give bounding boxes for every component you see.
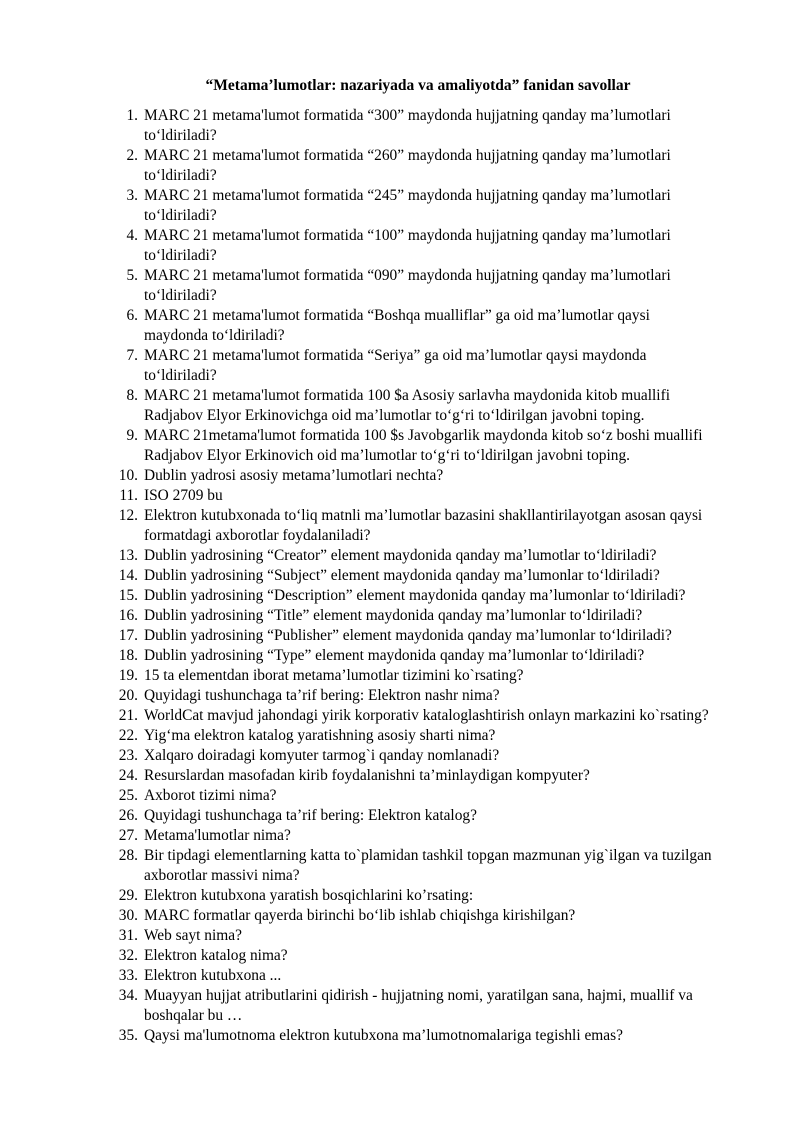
question-item [108,626,758,646]
question-text: Elektron kutubxona yaratish bosqichlarini ko’rsating: [144,887,474,904]
question-number: 12. [118,507,138,524]
question-item [108,106,758,146]
question-item [108,846,758,886]
question-number: 17. [118,627,138,644]
question-number: 26. [118,807,138,824]
question-text: Quyidagi tushunchaga ta’rif bering: Elektron nashr nima? [144,687,500,704]
question-item [108,826,758,846]
document-title: “Metama’lumotlar: nazariyada va amaliyotda” fanidan savollar [205,77,631,94]
question-text: MARC 21 metama'lumot formatida “Seriya” ga oid ma’lumotlar qaysi maydonda to‘ldiriladi? [144,347,647,384]
question-item [108,706,758,726]
question-number: 34. [118,987,138,1004]
question-text: Qaysi ma'lumotnoma elektron kutubxona ma’lumotnomalariga tegishli emas? [144,1027,623,1044]
question-item [108,466,758,486]
question-item [108,686,758,706]
question-text: Elektron kutubxonada to‘liq matnli ma’lumotlar bazasini shakllantirilayotgan asosan qaysi formatdagi axborotlar foydalaniladi? [144,507,703,544]
question-item [108,146,758,186]
question-text: Dublin yadrosining “Description” element maydonida qanday ma’lumonlar to‘ldiriladi? [144,587,686,604]
question-item [108,766,758,786]
question-text: Dublin yadrosi asosiy metama’lumotlari nechta? [144,467,444,484]
question-item [108,346,758,386]
question-number: 22. [118,727,138,744]
question-text: Bir tipdagi elementlarning katta to`plamidan tashkil topgan mazmunan yig`ilgan va tuzilgan axborotlar massivi nima? [144,847,712,884]
question-number: 3. [126,187,138,204]
question-text: Dublin yadrosining “Publisher” element maydonida qanday ma’lumonlar to‘ldiriladi? [144,627,672,644]
question-number: 11. [119,487,138,504]
question-number: 29. [118,887,138,904]
question-item [108,646,758,666]
question-item [108,886,758,906]
question-item [108,1026,758,1046]
question-text: Dublin yadrosining “Subject” element maydonida qanday ma’lumonlar to‘ldiriladi? [144,567,660,584]
question-number: 33. [118,967,138,984]
question-item [108,506,758,546]
question-text: Muayyan hujjat atributlarini qidirish - hujjatning nomi, yaratilgan sana, hajmi, muallif va boshqalar bu … [144,987,693,1024]
question-text: WorldCat mavjud jahondagi yirik korporativ kataloglashtirish onlayn markazini ko`rsating? [144,707,709,724]
question-text: Resurslardan masofadan kirib foydalanishni ta’minlaydigan kompyuter? [144,767,590,784]
question-text: MARC formatlar qayerda birinchi bo‘lib ishlab chiqishga kirishilgan? [144,907,576,924]
question-item [108,386,758,426]
question-text: Axborot tizimi nima? [144,787,277,804]
question-item [108,926,758,946]
question-number: 1. [126,107,138,124]
question-number: 35. [118,1027,138,1044]
question-number: 19. [118,667,138,684]
question-item [108,546,758,566]
question-text: MARC 21 metama'lumot formatida “100” maydonda hujjatning qanday ma’lumotlari to‘ldiriladi? [144,227,671,264]
question-item [108,906,758,926]
question-text: MARC 21 metama'lumot formatida “Boshqa mualliflar” ga oid ma’lumotlar qaysi maydonda to‘ldiriladi? [144,307,650,344]
question-number: 24. [118,767,138,784]
question-item [108,806,758,826]
question-item [108,986,758,1026]
question-text: Metama'lumotlar nima? [144,827,291,844]
question-text: 15 ta elementdan iborat metama’lumotlar tizimini ko`rsating? [144,667,524,684]
question-text: MARC 21 metama'lumot formatida “300” maydonda hujjatning qanday ma’lumotlari to‘ldiriladi? [144,107,671,144]
question-number: 23. [118,747,138,764]
question-number: 8. [126,387,138,404]
question-text: Quyidagi tushunchaga ta’rif bering: Elektron katalog? [144,807,477,824]
question-item [108,426,758,466]
question-item [108,226,758,266]
question-item [108,606,758,626]
question-text: MARC 21 metama'lumot formatida “260” maydonda hujjatning qanday ma’lumotlari to‘ldiriladi? [144,147,671,184]
question-number: 7. [126,347,138,364]
question-item [108,726,758,746]
question-item [108,186,758,226]
question-number: 4. [126,227,138,244]
question-number: 25. [118,787,138,804]
question-number: 15. [118,587,138,604]
question-text: Web sayt nima? [144,927,242,944]
question-number: 2. [126,147,138,164]
question-text: ISO 2709 bu [144,487,223,504]
question-number: 31. [118,927,138,944]
question-number: 27. [118,827,138,844]
question-number: 18. [118,647,138,664]
question-number: 6. [126,307,138,324]
question-text: Elektron kutubxona ... [144,967,282,984]
question-item [108,306,758,346]
question-number: 28. [118,847,138,864]
question-text: Elektron katalog nima? [144,947,288,964]
question-item [108,266,758,306]
question-text: Yig‘ma elektron katalog yaratishning asosiy sharti nima? [144,727,496,744]
question-text: MARC 21 metama'lumot formatida 100 $a Asosiy sarlavha maydonida kitob muallifi Radjabov Elyor Erkinovichga oid ma’lumotlar to‘g‘ri to‘ldirilgan javobni toping. [144,387,670,424]
question-text: Xalqaro doiradagi komyuter tarmog`i qanday nomlanadi? [144,747,500,764]
question-number: 10. [118,467,138,484]
question-item [108,746,758,766]
question-item [108,786,758,806]
question-number: 14. [118,567,138,584]
question-number: 13. [118,547,138,564]
question-item [108,666,758,686]
question-number: 32. [118,947,138,964]
question-text: Dublin yadrosining “Type” element maydonida qanday ma’lumonlar to‘ldiriladi? [144,647,645,664]
question-item [108,486,758,506]
question-text: Dublin yadrosining “Title” element maydonida qanday ma’lumonlar to‘ldiriladi? [144,607,643,624]
question-text: MARC 21 metama'lumot formatida “090” maydonda hujjatning qanday ma’lumotlari to‘ldiriladi? [144,267,671,304]
question-text: MARC 21 metama'lumot formatida “245” maydonda hujjatning qanday ma’lumotlari to‘ldiriladi? [144,187,671,224]
question-item [108,566,758,586]
question-item [108,586,758,606]
question-text: MARC 21metama'lumot formatida 100 $s Javobgarlik maydonda kitob so‘z boshi muallifi Radjabov Elyor Erkinovich oid ma’lumotlar to‘g‘ri to‘ldirilgan javobni toping. [144,427,703,464]
question-item [108,966,758,986]
question-list [108,106,758,1046]
question-text: Dublin yadrosining “Creator” element maydonida qanday ma’lumotlar to‘ldiriladi? [144,547,657,564]
question-number: 20. [118,687,138,704]
question-item [108,946,758,966]
question-number: 9. [126,427,138,444]
question-number: 30. [118,907,138,924]
question-number: 5. [126,267,138,284]
question-number: 21. [118,707,138,724]
question-number: 16. [118,607,138,624]
